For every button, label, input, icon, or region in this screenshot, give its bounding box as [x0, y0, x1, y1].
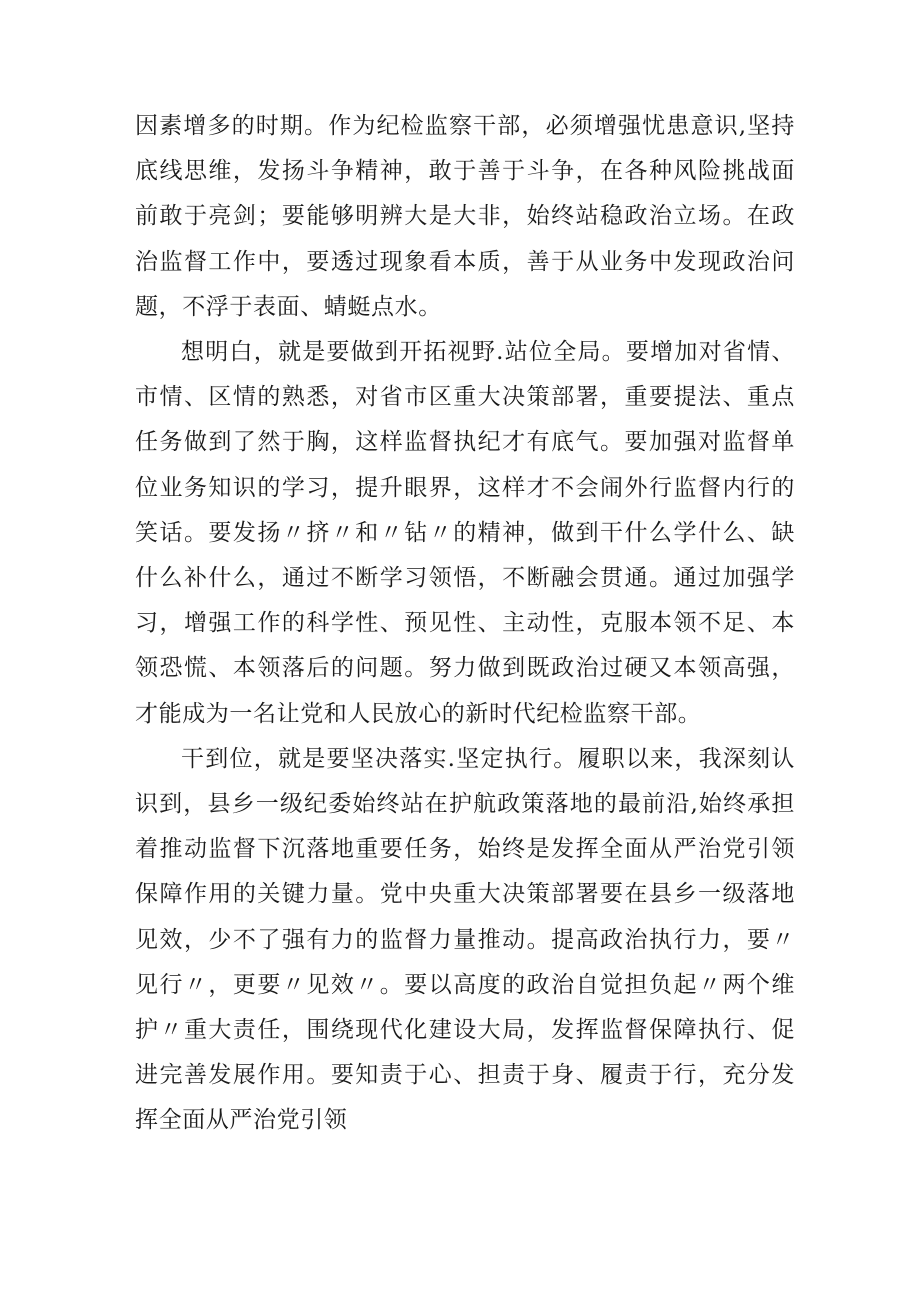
document-body: [135, 104, 795, 1144]
paragraph-continuation: 因素增多的时期。作为纪检监察干部，必须增强忧患意识,坚持底线思维，发扬斗争精神，敢于善于斗争，在各种风险挑战面前敢于亮剑；要能够明辨大是大非，始终站稳政治立场。在政治监督工作中，要透过现象看本质，善于从业务中发现政治问题，不浮于表面、蜻蜓点水。: [135, 113, 795, 320]
paragraph-do-in-place: 干到位，就是要坚决落实.坚定执行。履职以来，我深刻认识到，县乡一级纪委始终站在护航政策落地的最前沿,始终承担着推动监督下沉落地重要任务，始终是发挥全面从严治党引领保障作用的关键力量。党中央重大决策部署要在县乡一级落地见效，少不了强有力的监督力量推动。提高政治执行力，要〃见行〃，更要〃见效〃。要以高度的政治自觉担负起〃两个维护〃重大责任，围绕现代化建设大局，发挥监督保障执行、促进完善发展作用。要知责于心、担责于身、履责于行，充分发挥全面从严治党引领: [135, 745, 795, 1134]
paragraph-think-clearly: 想明白，就是要做到开拓视野.站位全局。要增加对省情、市情、区情的熟悉，对省市区重大决策部署，重要提法、重点任务做到了然于胸，这样监督执纪才有底气。要加强对监督单位业务知识的学习，提升眼界，这样才不会闹外行监督内行的笑话。要发扬〃挤〃和〃钻〃的精神，做到干什么学什么、缺什么补什么，通过不断学习领悟，不断融会贯通。通过加强学习，增强工作的科学性、预见性、主动性，克服本领不足、本领恐慌、本领落后的问题。努力做到既政治过硬又本领高强，才能成为一名让党和人民放心的新时代纪检监察干部。: [135, 339, 795, 727]
